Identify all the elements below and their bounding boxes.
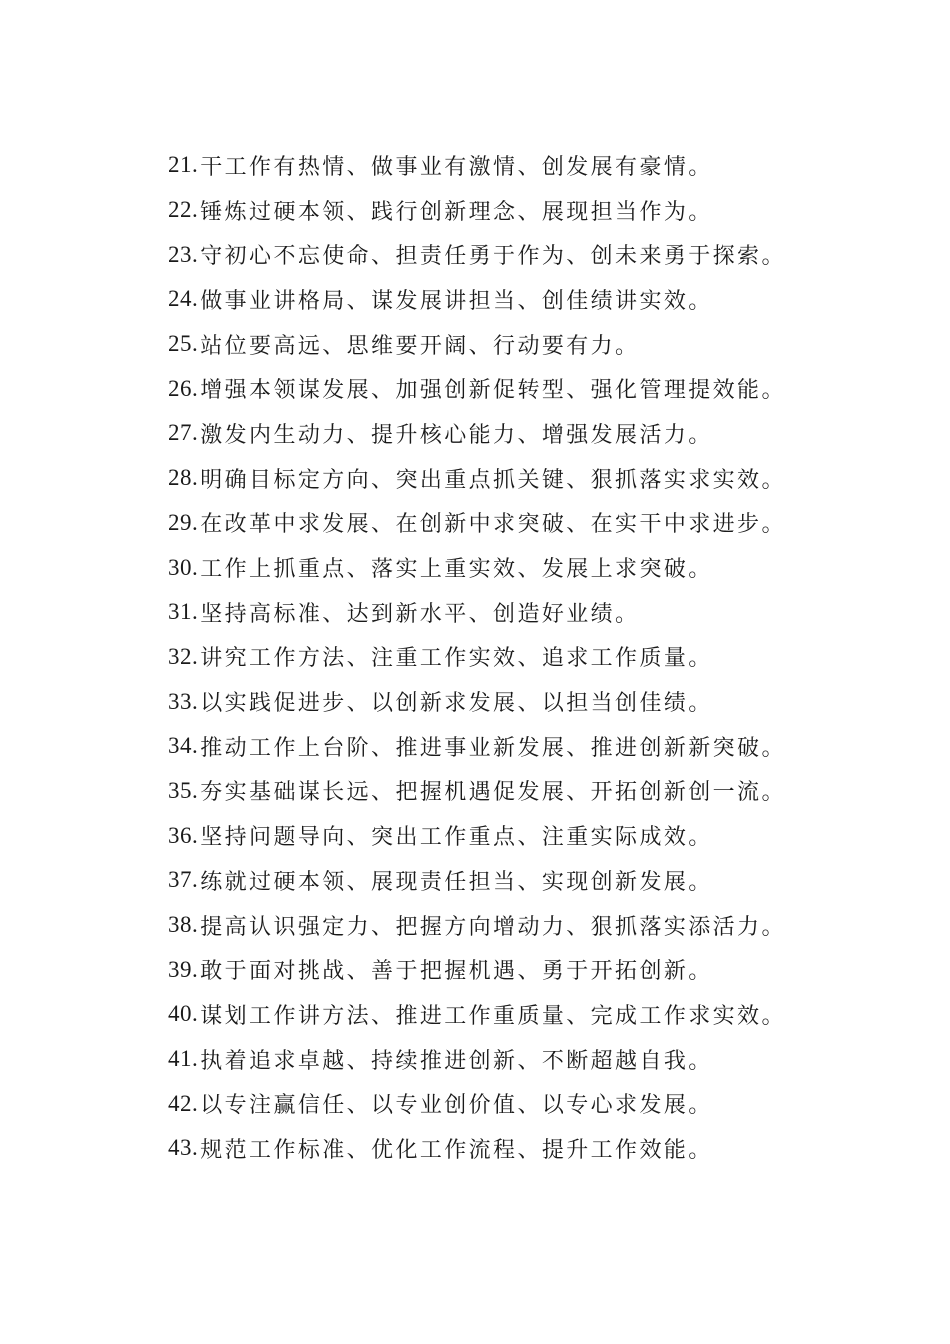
item-text: 以实践促进步、以创新求发展、以担当创佳绩。	[200, 691, 713, 717]
list-item	[168, 947, 868, 992]
item-number: 40.	[168, 1001, 199, 1027]
list-item	[168, 501, 868, 546]
item-number: 37.	[168, 867, 199, 893]
list-item	[168, 992, 868, 1037]
item-text: 敢于面对挑战、善于把握机遇、勇于开拓创新。	[200, 959, 713, 985]
item-number: 29.	[168, 509, 199, 535]
item-number: 39.	[168, 956, 199, 982]
item-number: 27.	[168, 420, 199, 446]
item-text: 坚持高标准、达到新水平、创造好业绩。	[200, 601, 640, 627]
list-item	[168, 1037, 868, 1082]
list-item	[168, 545, 868, 590]
list-item	[168, 232, 868, 277]
list-item	[168, 724, 868, 769]
list-item	[168, 858, 868, 903]
list-item	[168, 1126, 868, 1171]
list-item	[168, 366, 868, 411]
item-number: 33.	[168, 688, 199, 714]
item-text: 谋划工作讲方法、推进工作重质量、完成工作求实效。	[200, 1003, 786, 1029]
item-number: 35.	[168, 777, 199, 803]
list-item	[168, 679, 868, 724]
item-number: 24.	[168, 286, 199, 312]
list-item	[168, 277, 868, 322]
list-item	[168, 769, 868, 814]
list-item	[168, 188, 868, 233]
item-number: 21.	[168, 152, 199, 178]
item-number: 23.	[168, 241, 199, 267]
item-number: 30.	[168, 554, 199, 580]
item-text: 锤炼过硬本领、践行创新理念、展现担当作为。	[200, 199, 713, 225]
list-item	[168, 322, 868, 367]
item-number: 42.	[168, 1090, 199, 1116]
item-text: 做事业讲格局、谋发展讲担当、创佳绩讲实效。	[200, 288, 713, 314]
item-text: 干工作有热情、做事业有激情、创发展有豪情。	[200, 154, 713, 180]
item-number: 34.	[168, 733, 199, 759]
item-number: 26.	[168, 375, 199, 401]
list-item	[168, 456, 868, 501]
item-text: 推动工作上台阶、推进事业新发展、推进创新新突破。	[200, 735, 786, 761]
item-text: 夯实基础谋长远、把握机遇促发展、开拓创新创一流。	[200, 780, 786, 806]
item-text: 以专注赢信任、以专业创价值、以专心求发展。	[200, 1093, 713, 1119]
item-text: 讲究工作方法、注重工作实效、追求工作质量。	[200, 646, 713, 672]
item-number: 28.	[168, 465, 199, 491]
list-item	[168, 143, 868, 188]
item-number: 25.	[168, 331, 199, 357]
item-text: 规范工作标准、优化工作流程、提升工作效能。	[200, 1137, 713, 1163]
item-number: 31.	[168, 599, 199, 625]
item-text: 激发内生动力、提升核心能力、增强发展活力。	[200, 422, 713, 448]
list-item	[168, 903, 868, 948]
item-text: 工作上抓重点、落实上重实效、发展上求突破。	[200, 557, 713, 583]
list-item	[168, 1081, 868, 1126]
list-item	[168, 813, 868, 858]
item-text: 提高认识强定力、把握方向增动力、狠抓落实添活力。	[200, 914, 786, 940]
item-text: 在改革中求发展、在创新中求突破、在实干中求进步。	[200, 512, 786, 538]
item-text: 增强本领谋发展、加强创新促转型、强化管理提效能。	[200, 378, 786, 404]
item-number: 41.	[168, 1046, 199, 1072]
item-text: 执着追求卓越、持续推进创新、不断超越自我。	[200, 1048, 713, 1074]
list-item	[168, 411, 868, 456]
list-item	[168, 590, 868, 635]
item-number: 22.	[168, 197, 199, 223]
item-text: 练就过硬本领、展现责任担当、实现创新发展。	[200, 869, 713, 895]
list-item	[168, 635, 868, 680]
item-text: 坚持问题导向、突出工作重点、注重实际成效。	[200, 825, 713, 851]
item-number: 36.	[168, 822, 199, 848]
item-number: 43.	[168, 1135, 199, 1161]
slogan-list	[168, 143, 868, 1171]
item-number: 32.	[168, 643, 199, 669]
item-number: 38.	[168, 912, 199, 938]
item-text: 守初心不忘使命、担责任勇于作为、创未来勇于探索。	[200, 244, 786, 270]
item-text: 明确目标定方向、突出重点抓关键、狠抓落实求实效。	[200, 467, 786, 493]
item-text: 站位要高远、思维要开阔、行动要有力。	[200, 333, 640, 359]
